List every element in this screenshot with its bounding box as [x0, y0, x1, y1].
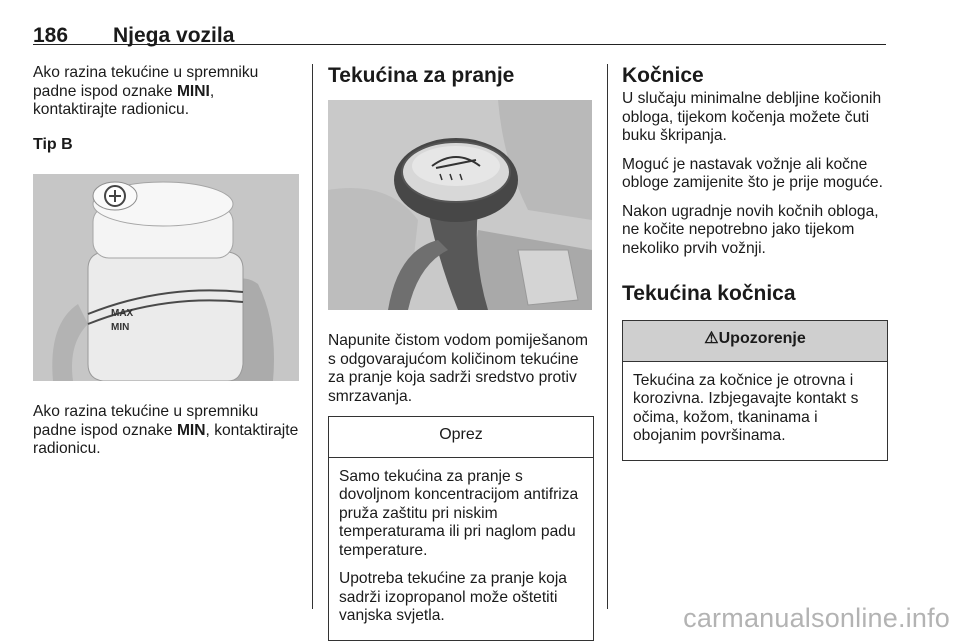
page-number: 186 — [33, 24, 69, 47]
column-middle — [328, 64, 594, 641]
warning-header — [623, 321, 887, 362]
caution-box — [328, 416, 594, 641]
warning-body — [623, 362, 887, 460]
column-right — [622, 64, 888, 461]
warning-box — [622, 320, 888, 461]
watermark: carmanualsonline.info — [683, 603, 950, 633]
mini-mark-label: MINI — [176, 82, 210, 100]
page-header — [33, 6, 886, 45]
page-title: Njega vozila — [113, 24, 235, 47]
max-mark: MAX — [111, 308, 134, 319]
paragraph-brakes-2: Moguć je nastavak vožnje ali kočne obloge zamijenite što je prije moguće. — [622, 155, 883, 191]
paragraph-washer-instructions: Napunite čistom vodom pomiješanom s odgovarajućom količinom tekućine za pranje koja sadrži sredstvo protiv smrzavanja. — [328, 332, 589, 405]
washer-fluid-reservoir-image — [328, 100, 592, 310]
heading-brake-fluid: Tekućina kočnica — [622, 282, 796, 305]
warning-paragraph: Tekućina za kočnice je otrovna i korozivna. Izbjegavajte kontakt s očima, kožom, tkaninama i obojanim površinama. — [633, 371, 859, 444]
min-mark-label: MIN — [176, 421, 206, 439]
warning-title: Upozorenje — [718, 330, 806, 347]
caution-paragraph-1: Samo tekućina za pranje s dovoljnom koncentracijom antifriza pruža zaštitu pri niskim temperaturama ili pri naglom padu temperature. — [339, 467, 579, 559]
heading-brakes: Kočnice — [622, 64, 704, 87]
caution-title: Oprez — [329, 417, 593, 458]
heading-washer-fluid: Tekućina za pranje — [328, 64, 515, 87]
paragraph-brakes-3: Nakon ugradnje novih kočnih obloga, ne kočite nepotrebno jako tijekom nekoliko prvih vožnji. — [622, 202, 879, 257]
column-divider-1 — [312, 64, 313, 609]
paragraph-min-level: Ako razina tekućine u spremniku padne ispod oznake MIN, kontaktirajte radionicu. — [33, 403, 299, 457]
brake-fluid-reservoir-image — [33, 174, 299, 381]
paragraph-mini-level: Ako razina tekućine u spremniku padne ispod oznake MINI, kontaktirajte radionicu. — [33, 64, 259, 118]
caution-paragraph-2: Upotreba tekućine za pranje koja sadrži izopropanol može oštetiti vanjska svjetla. — [339, 570, 567, 624]
paragraph-brakes-1: U slučaju minimalne debljine kočionih obloga, tijekom kočenja možete čuti buku škripanja. — [622, 90, 882, 144]
subheading-type-b: Tip B — [33, 135, 73, 153]
warning-triangle-icon: ⚠ — [704, 330, 719, 347]
caution-body — [329, 458, 593, 640]
column-divider-2 — [607, 64, 608, 609]
min-mark: MIN — [111, 322, 130, 333]
column-left — [33, 64, 301, 469]
